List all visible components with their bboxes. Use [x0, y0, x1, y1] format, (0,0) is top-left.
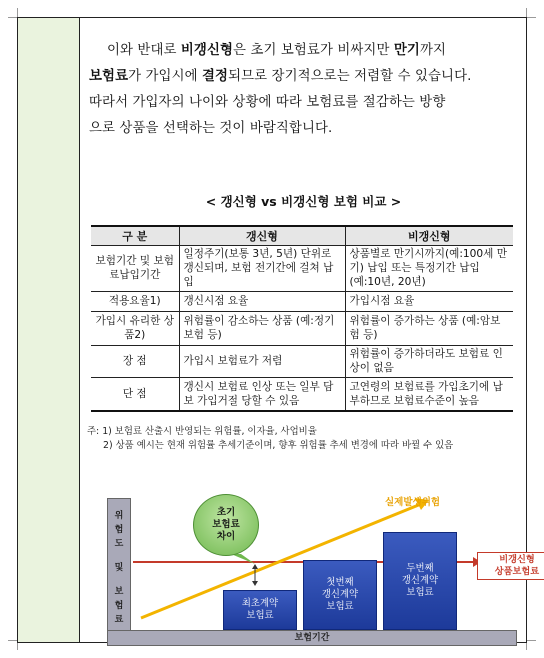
bar-label: 보험료 [246, 610, 274, 621]
text-run: 까지 [419, 43, 447, 58]
initial-premium-difference-bubble [193, 494, 259, 556]
cell-non-renewable: 가입시점 요율 [345, 291, 513, 311]
cell-renewable: 일정주기(보통 3년, 5년) 단위로 갱신되며, 보험 전기간에 걸쳐 납입 [179, 245, 345, 291]
table-header-row [91, 226, 513, 245]
side-column [18, 18, 80, 642]
bar-label: 첫번째 [326, 577, 354, 588]
bar-label: 최초계약 [241, 598, 279, 609]
y-axis-char: 및 [114, 563, 124, 573]
table-row [91, 311, 513, 345]
bar-label: 보험료 [406, 587, 434, 598]
premium-bar-second-renewal [383, 532, 457, 630]
bubble-text: 초기 [216, 507, 236, 518]
bar-label: 보험료 [326, 601, 354, 612]
cell-non-renewable: 위험률이 증가하는 상품 (예:암보험 등) [345, 311, 513, 345]
row-label: 가입시 유리한 상품2) [91, 311, 179, 345]
non-renewable-premium-label [477, 552, 544, 580]
difference-arrow-up [252, 564, 258, 569]
y-axis-char: 험 [114, 601, 124, 611]
y-axis-label-box [107, 498, 131, 638]
y-axis-char: 위 [114, 511, 124, 521]
text-line: 따라서 가입자의 나이와 상황에 따라 보험료를 절감하는 방향 [89, 95, 446, 110]
text-run: 이와 반대로 [107, 43, 181, 58]
text-bold: 보험료 [89, 69, 129, 84]
bubble-text: 차이 [216, 531, 236, 542]
bar-label: 갱신계약 [321, 589, 359, 600]
cell-renewable: 가입시 보험료가 저렴 [179, 345, 345, 377]
premium-bar-first-renewal [303, 560, 377, 630]
content-cell [81, 18, 540, 643]
header-renewable: 갱신형 [179, 226, 345, 245]
table-title: < 갱신형 vs 비갱신형 보험 비교 > [205, 194, 402, 209]
cell-renewable: 갱신시 보험료 인상 또는 일부 담보 가입거절 당할 수 있음 [179, 377, 345, 411]
body-paragraph [89, 38, 525, 142]
table-row [91, 377, 513, 411]
header-category: 구 분 [91, 226, 179, 245]
row-label: 장 점 [91, 345, 179, 377]
difference-arrow-down [252, 581, 258, 586]
label-line: 상품보험료 [494, 566, 540, 577]
bar-label: 두번째 [406, 563, 434, 574]
y-axis-char: 료 [114, 615, 124, 625]
x-axis-label: 보험기간 [107, 630, 517, 646]
bar-label: 갱신계약 [401, 575, 439, 586]
page-corner-br [526, 640, 536, 650]
actual-risk-label: 실제발생위험 [385, 497, 441, 508]
text-bold: 만기 [393, 43, 420, 58]
page-corner-tr [526, 8, 536, 18]
text-run: 가 가입시에 [128, 69, 202, 84]
row-label: 적용요율1) [91, 291, 179, 311]
row-label: 보험기간 및 보험료납입기간 [91, 245, 179, 291]
cell-non-renewable: 위험률이 증가하더라도 보험료 인상이 없음 [345, 345, 513, 377]
text-run: 되므로 장기적으로는 저렴할 수 있습니다. [228, 69, 472, 84]
y-axis-char: 험 [114, 525, 124, 535]
cell-renewable: 갱신시점 요율 [179, 291, 345, 311]
header-non-renewable: 비갱신형 [345, 226, 513, 245]
note-2: 2) 상품 예시는 현재 위험률 추세기준이며, 향후 위험률 추세 변경에 따라 바뀔 수 있음 [103, 440, 454, 451]
cell-non-renewable: 상품별로 만기시까지(예:100세 만기) 납입 또는 특정기간 납입 (예:10년, 20년) [345, 245, 513, 291]
table-row [91, 291, 513, 311]
table-notes [87, 425, 453, 453]
text-bold: 비갱신형 [180, 43, 234, 58]
note-1: 주: 1) 보험료 산출시 반영되는 위험률, 이자율, 사업비율 [87, 426, 317, 437]
premium-chart [105, 480, 540, 648]
cell-non-renewable: 고연령의 보험료를 가입초기에 납부하므로 보험료수준이 높음 [345, 377, 513, 411]
bubble-text: 보험료 [212, 519, 240, 530]
document-frame [17, 17, 540, 643]
y-axis-char: 보 [114, 587, 124, 597]
text-bold: 결정 [202, 69, 229, 84]
premium-bar-initial [223, 590, 297, 630]
cell-renewable: 위험률이 감소하는 상품 (예:정기보험 등) [179, 311, 345, 345]
table-row [91, 245, 513, 291]
table-row [91, 345, 513, 377]
text-line: 으로 상품을 선택하는 것이 바람직합니다. [89, 121, 333, 136]
text-run: 은 초기 보험료가 비싸지만 [233, 43, 394, 58]
label-line: 비갱신형 [499, 554, 535, 565]
y-axis-char: 도 [114, 539, 124, 549]
row-label: 단 점 [91, 377, 179, 411]
comparison-table [91, 225, 513, 412]
